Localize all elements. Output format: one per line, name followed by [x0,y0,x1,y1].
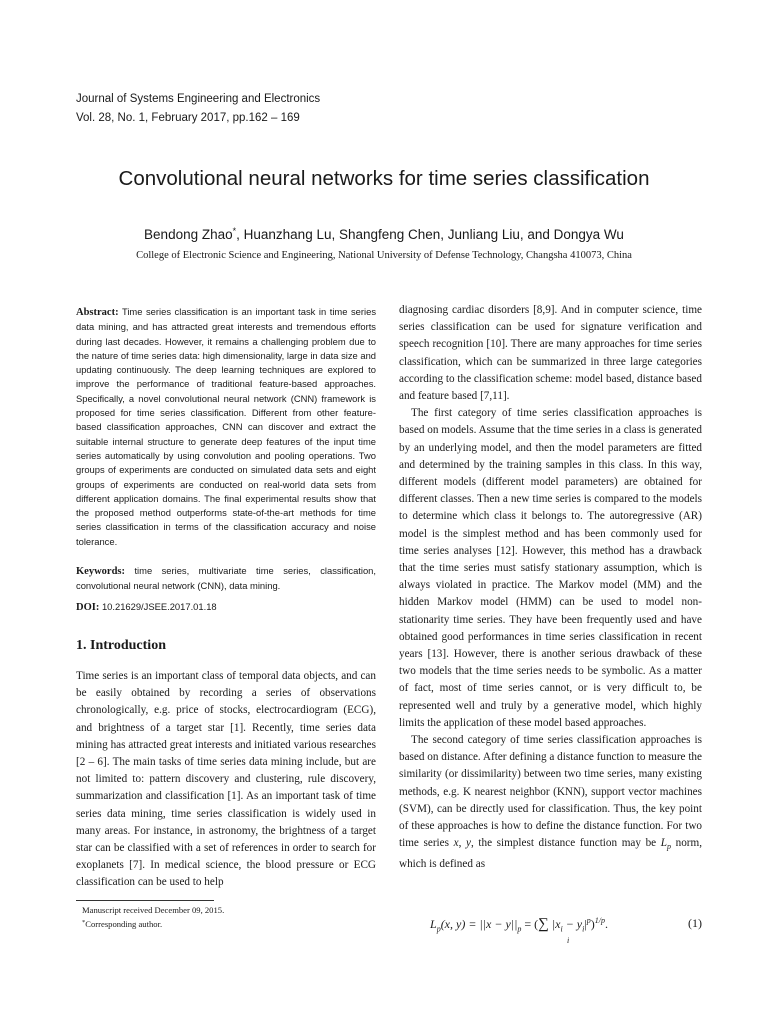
affiliation: College of Electronic Science and Engineering, National University of Defense Technology, Changsha 410073, China [136,250,632,261]
eq-sum: ∑ [538,916,549,932]
equation-1 [430,912,702,945]
eq-norm-sub: p [517,924,522,934]
doi-label: DOI: [76,602,100,613]
equation-body [430,916,608,933]
footnotes [82,905,224,931]
abstract-text: Time series classification is an important task in time series data mining, and has attracted great interests and tremendous efforts during last decades. However, it remains a challenging problem due to the nature of time series data: high dimensionality, large in data size and updating continuously. The deep learning techniques are explored to improve the performance of traditional feature-based approaches. Specifically, a novel convolutional neural network (CNN) framework is proposed for time series classification. Different from other feature-based classification approaches, CNN can discover and extract the suitable internal structure to generate deep features of the input time series automatically by using convolution and pooling operations. Two groups of experiments are conducted on simulated data sets and eight groups of experiments are conducted on real-world data sets from different application domains. The final experimental results show that the proposed method outperforms state-of-the-art methods for time series classification in terms of the classification accuracy and noise tolerance. [76,306,377,547]
var-L-sub: p [667,842,671,852]
var-y: y [465,837,471,850]
keywords-label: Keywords: [76,566,125,577]
corresponding-mark: * [232,226,237,236]
abstract [76,305,376,549]
footnote-divider [76,900,214,901]
journal-name: Journal of Systems Engineering and Electronics [76,93,321,105]
intro-paragraph-1-continued: diagnosing cardiac disorders [8,9]. And in computer science, time series classification can be used for signature verification and speech recognition [10]. There are many approaches for time series classification, which can be summarized in three large categories according to the classification scheme: model based, distance based and feature based [7,11]. [399,304,702,403]
p3-text-b: , the simplest distance function may be [470,837,661,850]
eq-close: ) [590,917,595,931]
eq-end: . [605,917,609,931]
eq-sum-index: i [567,936,570,945]
doi-value: 10.21629/JSEE.2017.01.18 [101,601,217,612]
p3-text-a: The second category of time series classification approaches is based on distance. After defining a distance function to measure the similarity (or dissimilarity) between two time series, many existing methods, e.g. K nearest neighbor (KNN), support vector machines (SVM), can be directly used for classification. Thus, the key point of these approaches is how to define the distance function. For two time series [399,734,702,850]
eq-exp: 1/p [594,916,606,925]
equation-number: (1) [688,916,702,930]
eq-pow: p [586,916,591,925]
p3-sep: , [458,837,466,850]
journal-header [76,90,320,128]
first-author: Bendong Zhao [144,227,233,242]
footnote-corresponding [82,917,224,931]
paper-title: Convolutional neural networks for time series classification [118,167,650,190]
other-authors: , Huanzhang Lu, Shangfeng Chen, Junliang Liu, and Dongya Wu [236,227,624,242]
eq-lhs-sub: p [436,924,441,934]
doi [76,600,376,615]
eq-args: (x, y) = ||x − y|| [440,917,518,931]
eq-term-sub-2: i [582,924,585,934]
eq-term: |x [548,917,561,931]
intro-paragraph-2: The first category of time series classification approaches is based on models. Assume that the time series in a class is generated by an underlying model, and then the model parameters are fitted and determined by the training samples in this class. In this way, different models (different model parameters) are obtained for different classes. Then a new time series is compared to the models to determine which class it belongs to. The autoregressive (AR) model is the simplest method and has been commonly used for time series analyses [12]. However, this method has a drawback that the time series must satisfy stationary assumption, which is always violated in practice. The Markov model (MM) and the hidden Markov model (HMM) can be used to model non-stationarity time series. They have been frequently used and have obtained good performances in time series classification in recent years [13]. However, there is another serious drawback of these two models that the time series needs to be symbolic. As a matter of fact, most of time series cannot, or is very difficult to, be represented well and truly by a generative model, which highly limits the application of these model based approaches. [399,407,702,729]
footnote-received: Manuscript received December 09, 2015. [82,905,225,915]
abstract-label: Abstract: [76,307,119,318]
right-column [399,302,702,873]
keywords [76,564,376,594]
eq-minus: − y [562,917,583,931]
eq-equals: = ( [521,917,539,931]
eq-term-sub: i [560,924,563,934]
keywords-text: time series, multivariate time series, classification, convolutional neural network (CNN), data mining. [76,565,376,592]
var-L: L [660,837,667,850]
journal-issue: Vol. 28, No. 1, February 2017, pp.162 – 169 [76,112,300,124]
intro-paragraph-3 [399,732,702,873]
footnote-corresponding-text: Corresponding author. [85,918,163,929]
intro-paragraph-1: Time series is an important class of temporal data objects, and can be easily obtained by recording a series of observations chronologically, e.g. price of stocks, electrocardiogram (ECG), and brightness of a target star [1]. Recently, time series data mining has attracted great interests and initiated various researches [2 – 6]. The main tasks of time series data mining include, but are not limited to: pattern discovery and clustering, rule discovery, summarization and classification [1]. As an important task of time series data mining, time series classification is widely used in many areas. For instance, in astronomy, the brightness of a target star can be classified with a set of references in order to search for exoplanets [7]. In medical science, the blood pressure or ECG classification can be used to help [76,670,376,889]
var-x: x [453,837,459,850]
p3-text-c: norm, which is defined as [399,837,703,870]
footnote-mark: * [82,918,86,926]
eq-lhs: L [430,917,437,931]
section-heading-introduction: 1. Introduction [76,638,166,653]
eq-abs: | [584,917,587,931]
author-list [0,221,768,245]
